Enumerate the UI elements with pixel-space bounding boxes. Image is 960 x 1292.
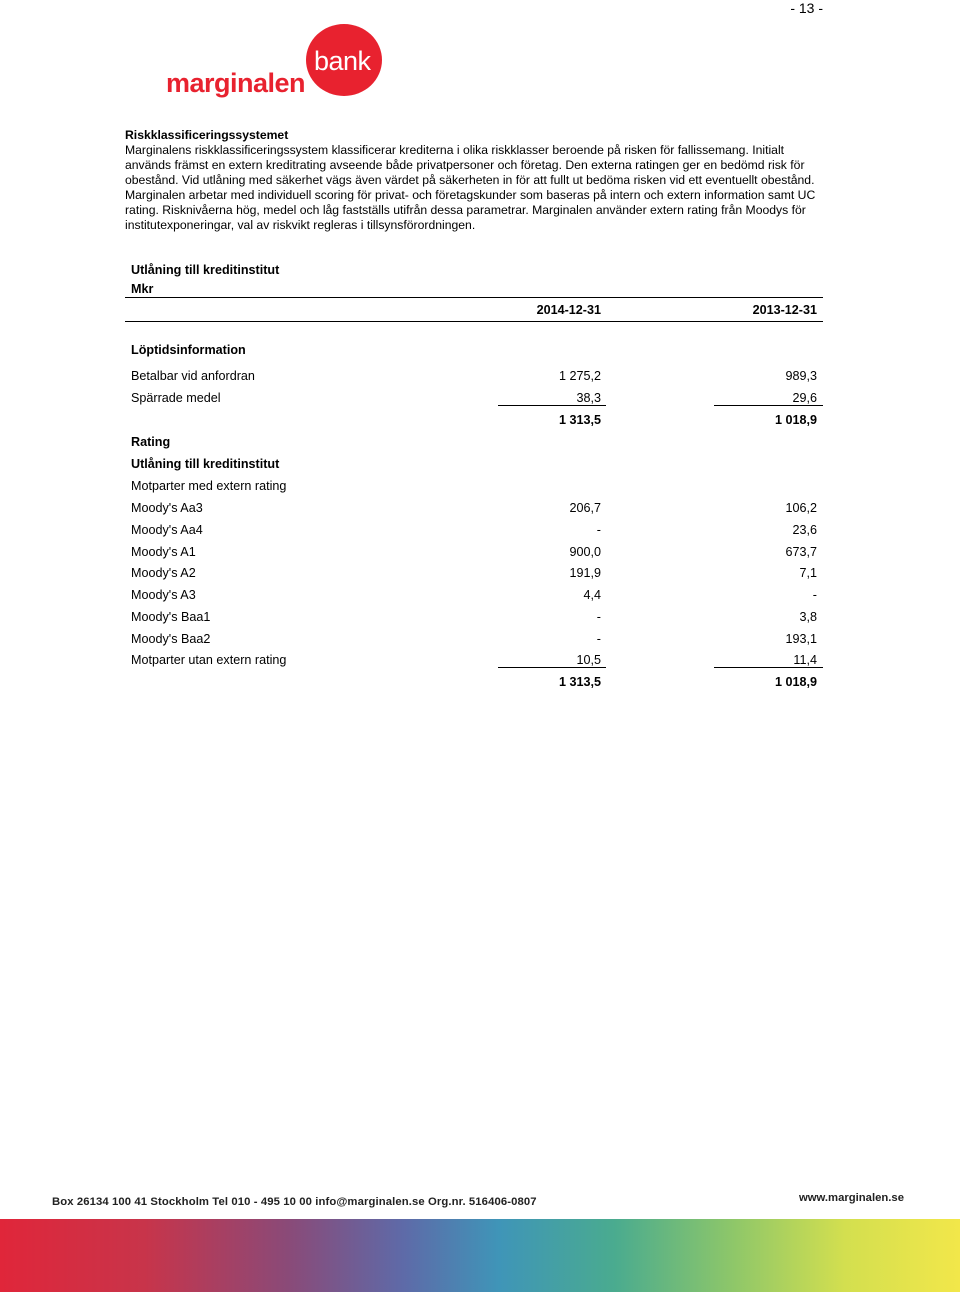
row-value-2014: 191,9: [569, 566, 601, 580]
row-value-2013: 11,4: [793, 653, 817, 667]
row-value-2014: -: [596, 523, 601, 537]
logo-wordmark: marginalen: [166, 68, 306, 98]
section-loptidsinformation: Löptidsinformation: [131, 343, 246, 357]
row-value-2013: 193,1: [785, 632, 817, 646]
table-title: Utlåning till kreditinstitut: [131, 263, 280, 277]
row-value-2013: 106,2: [785, 501, 817, 515]
section-rating: Rating: [131, 435, 171, 449]
row-value-2014: -: [596, 610, 601, 624]
section-subheading: Utlåning till kreditinstitut: [131, 457, 280, 471]
row-value-2013: 29,6: [792, 391, 817, 405]
page-number: - 13 -: [790, 0, 823, 16]
table-unit: Mkr: [131, 282, 154, 296]
row-label: Moody's A3: [131, 588, 196, 602]
row-value-2013: 7,1: [799, 566, 817, 580]
marginalen-bank-logo: [166, 24, 386, 98]
table-header-rule: [125, 321, 823, 322]
row-label: Moody's A2: [131, 566, 196, 580]
group-label: Motparter med extern rating: [131, 479, 287, 493]
row-value-2014: 206,7: [569, 501, 601, 515]
row-label: Motparter utan extern rating: [131, 653, 287, 667]
subtotal-rule-2013: [714, 405, 823, 406]
row-value-2014: -: [596, 632, 601, 646]
column-header-2014: 2014-12-31: [536, 303, 601, 317]
footer-address: Box 26134 100 41 Stockholm Tel 010 - 495 10 00 info@marginalen.se Org.nr. 516406-0807: [52, 1196, 537, 1208]
row-label: Moody's Aa4: [131, 523, 203, 537]
subtotal-rule-2014: [498, 667, 606, 668]
subtotal-rule-2013: [714, 667, 823, 668]
logo-circle: [306, 24, 382, 96]
subtotal-rule-2014: [498, 405, 606, 406]
row-value-2014: 900,0: [569, 545, 601, 559]
row-label: Spärrade medel: [131, 391, 221, 405]
section-heading: Riskklassificeringssystemet: [125, 128, 289, 142]
intro-section: [125, 128, 825, 233]
column-header-2013: 2013-12-31: [752, 303, 817, 317]
row-value-2013: 23,6: [792, 523, 817, 537]
total-value-2013: 1 018,9: [774, 675, 817, 689]
row-label: Moody's Baa2: [131, 632, 211, 646]
row-value-2013: -: [812, 588, 817, 602]
row-value-2014: 38,3: [576, 391, 601, 405]
intro-paragraph: Marginalens riskklassificeringssystem klassificerar krediterna i olika riskklasser beroende på risken för fallissemang. Initialt används främst en extern kreditrating avseende både privatpersoner och företag. Den externa ratingen ger en bedömd risk för obestånd. Vid utlåning med säkerhet vägs även värdet på säkerheten in för att fullt ut bedöma risken vid ett eventuellt obestånd. Marginalen arbetar med individuell scoring för privat- och företagskunder som baseras på intern och extern information samt UC rating. Risknivåerna hög, medel och låg fastställs utifrån dessa parametrar. Marginalen använder extern rating från Moodys för institutexponeringar, val av riskvikt regleras i tillsynsförordningen.: [125, 143, 816, 232]
row-value-2013: 989,3: [785, 369, 817, 383]
total-value-2014: 1 313,5: [558, 675, 601, 689]
table-top-rule: [125, 297, 823, 298]
total-value-2013: 1 018,9: [774, 413, 817, 427]
row-value-2014: 1 275,2: [558, 369, 601, 383]
row-value-2014: 4,4: [583, 588, 601, 602]
row-value-2014: 10,5: [576, 653, 601, 667]
row-label: Moody's Baa1: [131, 610, 211, 624]
total-value-2014: 1 313,5: [558, 413, 601, 427]
footer-website: www.marginalen.se: [798, 1192, 904, 1204]
row-label: Betalbar vid anfordran: [131, 369, 255, 383]
row-label: Moody's A1: [131, 545, 196, 559]
row-label: Moody's Aa3: [131, 501, 203, 515]
footer-gradient-bar: [0, 1219, 960, 1292]
row-value-2013: 673,7: [785, 545, 817, 559]
logo-circle-text: bank: [314, 46, 371, 76]
row-value-2013: 3,8: [799, 610, 817, 624]
